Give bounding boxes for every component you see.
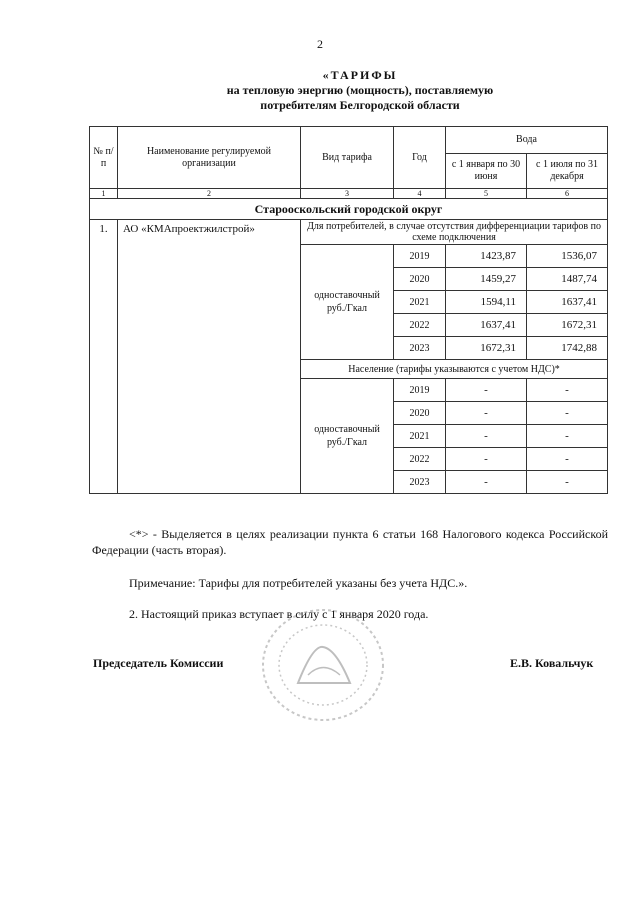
value-cell: - bbox=[446, 448, 527, 471]
value-cell: 1672,31 bbox=[527, 314, 608, 337]
category-population: Население (тарифы указываются с учетом НДС)* bbox=[301, 360, 608, 379]
header-period-1: с 1 января по 30 июня bbox=[446, 154, 527, 189]
year-cell: 2020 bbox=[394, 402, 446, 425]
col-number: 3 bbox=[301, 189, 394, 199]
year-cell: 2019 bbox=[394, 245, 446, 268]
page-number: 2 bbox=[317, 37, 323, 51]
note: Примечание: Тарифы для потребителей указаны без учета НДС.». bbox=[129, 576, 468, 590]
year-cell: 2021 bbox=[394, 425, 446, 448]
value-cell: 1742,88 bbox=[527, 337, 608, 360]
header-num: № п/п bbox=[90, 127, 118, 189]
value-cell: - bbox=[446, 425, 527, 448]
organization-name: АО «КМАпроектжилстрой» bbox=[118, 220, 301, 494]
header-water: Вода bbox=[446, 127, 608, 154]
signature-title: Председатель Комиссии bbox=[93, 656, 224, 670]
value-cell: - bbox=[446, 471, 527, 494]
value-cell: - bbox=[446, 402, 527, 425]
value-cell: 1637,41 bbox=[446, 314, 527, 337]
header-period-2: с 1 июля по 31 декабря bbox=[527, 154, 608, 189]
value-cell: - bbox=[527, 425, 608, 448]
order-text: 2. Настоящий приказ вступает в силу с 1 января 2020 года. bbox=[129, 607, 429, 621]
value-cell: - bbox=[527, 471, 608, 494]
col-number: 1 bbox=[90, 189, 118, 199]
document-title bbox=[0, 68, 640, 113]
year-cell: 2023 bbox=[394, 471, 446, 494]
value-cell: 1672,31 bbox=[446, 337, 527, 360]
header-org: Наименование регулируемой организации bbox=[118, 127, 301, 189]
col-number: 2 bbox=[118, 189, 301, 199]
year-cell: 2022 bbox=[394, 448, 446, 471]
value-cell: 1487,74 bbox=[527, 268, 608, 291]
value-cell: 1423,87 bbox=[446, 245, 527, 268]
year-cell: 2019 bbox=[394, 379, 446, 402]
col-number: 4 bbox=[394, 189, 446, 199]
year-cell: 2021 bbox=[394, 291, 446, 314]
value-cell: - bbox=[527, 379, 608, 402]
category-consumers: Для потребителей, в случае отсутствия дифференциации тарифов по схеме подключения bbox=[301, 220, 608, 245]
footnote: <*> - Выделяется в целях реализации пункта 6 статьи 168 Налогового кодекса Российской Федерации (часть вторая). bbox=[92, 527, 608, 557]
value-cell: 1536,07 bbox=[527, 245, 608, 268]
tariff-type-cell: одноставочный руб./Гкал bbox=[301, 379, 394, 494]
value-cell: - bbox=[527, 448, 608, 471]
column-number-row bbox=[90, 189, 608, 199]
year-cell: 2022 bbox=[394, 314, 446, 337]
col-number: 6 bbox=[527, 189, 608, 199]
value-cell: - bbox=[446, 379, 527, 402]
row-index: 1. bbox=[90, 220, 118, 494]
header-year: Год bbox=[394, 127, 446, 189]
value-cell: 1594,11 bbox=[446, 291, 527, 314]
col-number: 5 bbox=[446, 189, 527, 199]
tariff-table bbox=[89, 126, 608, 494]
tariff-type-cell: одноставочный руб./Гкал bbox=[301, 245, 394, 360]
header-tariff-type: Вид тарифа bbox=[301, 127, 394, 189]
value-cell: 1637,41 bbox=[527, 291, 608, 314]
value-cell: - bbox=[527, 402, 608, 425]
title-line-1: «ТАРИФЫ bbox=[322, 68, 398, 82]
region-name: Старооскольский городской округ bbox=[90, 199, 608, 220]
title-line-2: на тепловую энергию (мощность), поставляемую bbox=[226, 83, 494, 97]
value-cell: 1459,27 bbox=[446, 268, 527, 291]
signature-name: Е.В. Ковальчук bbox=[510, 656, 594, 670]
year-cell: 2023 bbox=[394, 337, 446, 360]
title-line-3: потребителям Белгородской области bbox=[260, 98, 460, 112]
year-cell: 2020 bbox=[394, 268, 446, 291]
official-stamp-icon bbox=[258, 605, 388, 725]
